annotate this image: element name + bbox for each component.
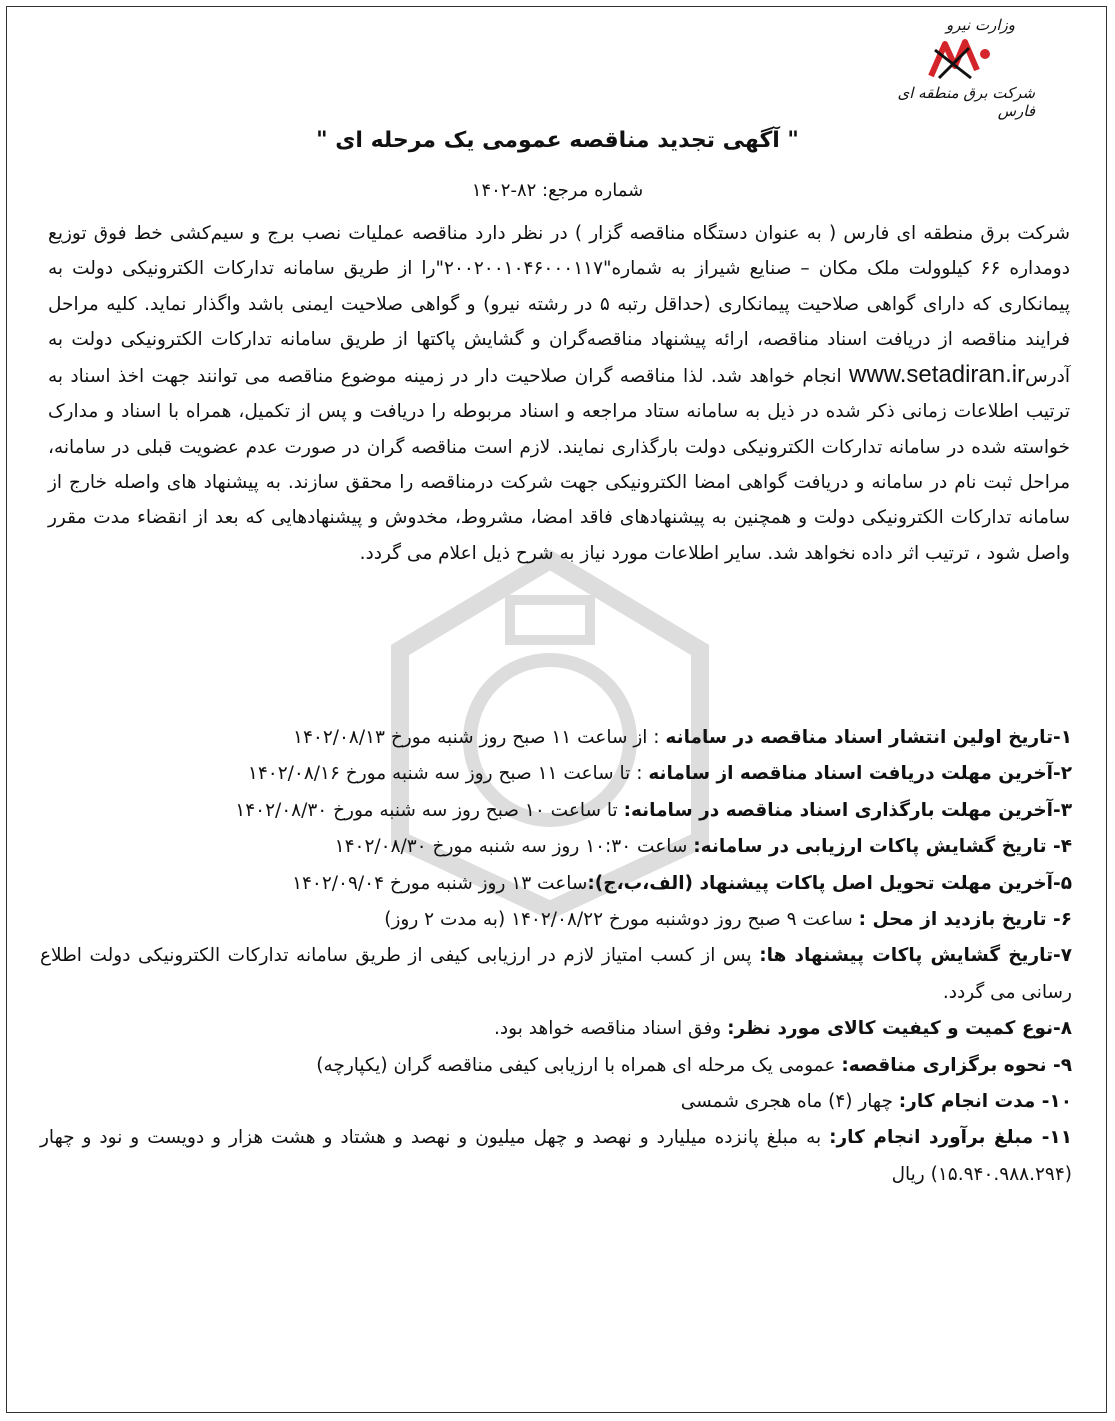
list-item bbox=[40, 1084, 1072, 1120]
ministry-name: وزارت نیرو bbox=[945, 16, 1015, 34]
item-value: وفق اسناد مناقصه خواهد بود. bbox=[494, 1018, 728, 1040]
item-value: عمومی یک مرحله ای همراه با ارزیابی کیفی مناقصه گران (یکپارچه) bbox=[316, 1054, 842, 1076]
item-value: ساعت ۹ صبح روز دوشنبه مورخ ۱۴۰۲/۰۸/۲۲ (به مدت ۲ روز) bbox=[384, 909, 859, 931]
item-label: ۱۱- مبلغ برآورد انجام کار: bbox=[829, 1127, 1072, 1149]
notice-title: " آگهی تجدید مناقصه عمومی یک مرحله ای " bbox=[316, 128, 799, 153]
item-label: ۱-تاریخ اولین انتشار اسناد مناقصه در سامانه bbox=[665, 727, 1072, 748]
list-item bbox=[40, 756, 1072, 792]
list-item bbox=[40, 793, 1072, 829]
body-text-part1: شرکت برق منطقه ای فارس ( به عنوان دستگاه مناقصه گزار ) در نظر دارد مناقصه عملیات نصب برج و سیم‌کشی خط فوق توزیع دومداره ۶۶ کیلوولت ملک مکان – صنایع شیراز به شماره"۲۰۰۲۰۰۱۰۴۶۰۰۰۱۱۷"را از طریق سامانه تدارکات الکترونیکی دولت به پیمانکاری که دارای گواهی صلاحیت پیمانکاری (حداقل رتبه ۵ در رشته نیرو) و گواهی صلاحیت ایمنی باشد واگذار نماید. کلیه مراحل فرایند مناقصه از دریافت اسناد مناقصه، ارائه پیشنهاد مناقصه‌گران و گشایش پاکتها از طریق سامانه تدارکات الکترونیکی دولت به آدرس bbox=[48, 223, 1070, 388]
setadiran-link[interactable]: www.setadiran.ir bbox=[849, 361, 1026, 389]
item-label: ۸-نوع کمیت و کیفیت کالای مورد نظر: bbox=[727, 1018, 1072, 1040]
item-label: ۹- نحوه برگزاری مناقصه: bbox=[841, 1054, 1072, 1076]
body-text-part2: انجام خواهد شد. لذا مناقصه گران صلاحیت دار در زمینه موضوع مناقصه می توانند جهت اخذ اسناد به ترتیب اطلاعات زمانی ذکر شده در ذیل به سامانه ستاد مراجعه و اسناد مربوطه را دریافت و پس از تکمیل، همراه با اسناد و مدارک خواسته شده در سامانه تدارکات الکترونیکی دولت بارگذاری نمایند. لازم است مناقصه گران در صورت عدم عضویت قبلی در سامانه، مراحل ثبت نام در سامانه و دریافت گواهی امضا الکترونیکی جهت شرکت درمناقصه را محقق سازند. به پیشنهاد های واصله خارج از سامانه تدارکات الکترونیکی دولت و همچنین به پیشنهادهای فاقد امضا، مشروط، مخدوش و پیشنهادهایی که بعد از انقضاء مدت مقرر واصل شود ، ترتیب اثر داده نخواهد شد. سایر اطلاعات مورد نیاز به شرح ذیل اعلام می گردد. bbox=[48, 366, 1070, 564]
item-value: پس از کسب امتیاز لازم در ارزیابی کیفی از طریق سامانه تدارکات الکترونیکی دولت اطلاع رسانی می گردد. bbox=[40, 945, 1072, 1003]
item-label: ۳-آخرین مهلت بارگذاری اسناد مناقصه در سامانه: bbox=[623, 799, 1072, 821]
item-value: چهار (۴) ماه هجری شمسی bbox=[680, 1091, 899, 1113]
company-logo-icon bbox=[925, 36, 995, 84]
list-item bbox=[40, 829, 1072, 865]
schedule-list bbox=[40, 720, 1072, 1193]
item-value: : تا ساعت ۱۱ صبح روز سه شنبه مورخ ۱۴۰۲/۰۸/۱۶ bbox=[247, 763, 649, 785]
notice-body bbox=[48, 216, 1070, 571]
list-item bbox=[40, 902, 1072, 938]
item-label: ۵-آخرین مهلت تحویل اصل پاکات پیشنهاد (الف،ب،ج): bbox=[587, 872, 1072, 894]
item-value: ساعت ۱۰:۳۰ روز سه شنبه مورخ ۱۴۰۲/۰۸/۳۰ bbox=[334, 836, 694, 858]
item-value: به مبلغ پانزده میلیارد و نهصد و چهل میلیون و نهصد و هشتاد و هشت هزار و دویست و نود و چهار (۱۵.۹۴۰.۹۸۸.۲۹۴) ریال bbox=[40, 1127, 1072, 1185]
item-label: ۱۰- مدت انجام کار: bbox=[898, 1091, 1072, 1113]
item-label: ۴- تاریخ گشایش پاکات ارزیابی در سامانه: bbox=[693, 836, 1072, 858]
list-item bbox=[40, 720, 1072, 756]
list-item bbox=[40, 938, 1072, 1011]
item-value: : از ساعت ۱۱ صبح روز شنبه مورخ ۱۴۰۲/۰۸/۱۳ bbox=[293, 727, 666, 748]
item-label: ۶- تاریخ بازدید از محل : bbox=[858, 909, 1072, 931]
company-name: شرکت برق منطقه ای فارس bbox=[897, 84, 1035, 120]
list-item bbox=[40, 1048, 1072, 1084]
list-item bbox=[40, 1120, 1072, 1193]
item-label: ۷-تاریخ گشایش پاکات پیشنهاد ها: bbox=[759, 945, 1072, 967]
header-logo bbox=[885, 16, 1035, 126]
list-item bbox=[40, 866, 1072, 902]
item-value: ساعت ۱۳ روز شنبه مورخ ۱۴۰۲/۰۹/۰۴ bbox=[292, 872, 588, 894]
item-value: تا ساعت ۱۰ صبح روز سه شنبه مورخ ۱۴۰۲/۰۸/۳۰ bbox=[235, 799, 624, 821]
item-label: ۲-آخرین مهلت دریافت اسناد مناقصه از سامانه bbox=[648, 763, 1072, 785]
reference-number: شماره مرجع: ۸۲-۱۴۰۲ bbox=[471, 180, 644, 201]
list-item bbox=[40, 1011, 1072, 1047]
